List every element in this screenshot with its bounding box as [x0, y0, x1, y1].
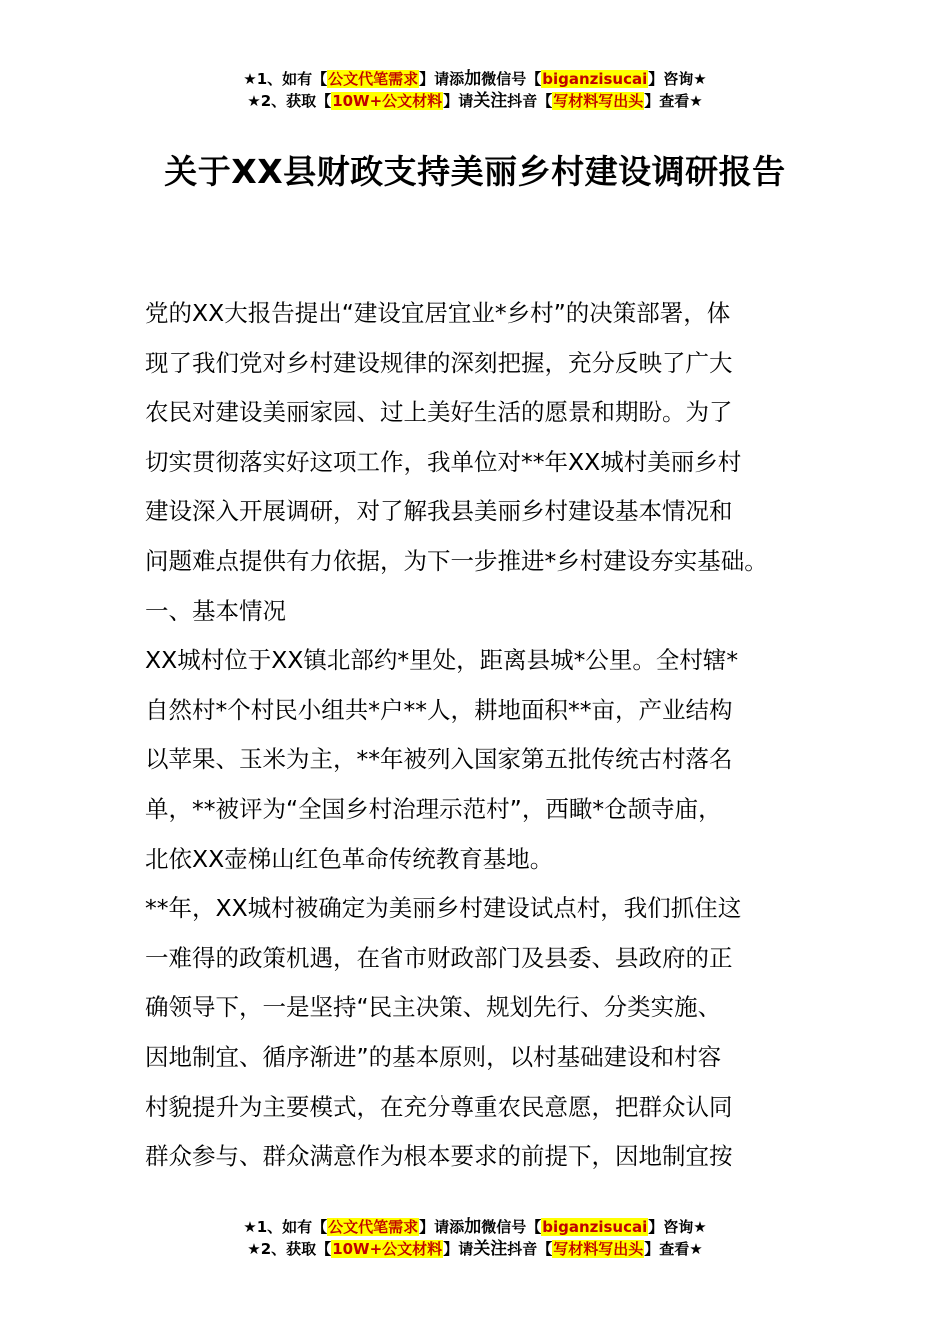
section-heading: 一、基本情况	[145, 596, 286, 625]
banner-text: ★2、获取【	[247, 1240, 332, 1258]
body-line: 党的XX大报告提出“建设宜居宜业*乡村”的决策部署，体	[145, 299, 731, 327]
body-line: 建设深入开展调研，对了解我县美丽乡村建设基本情况和	[145, 497, 733, 526]
banner-text: 】请	[443, 92, 474, 110]
banner-text: ★1、如有【	[243, 1218, 328, 1236]
highlight-douyin-account: 写材料写出头	[553, 1240, 644, 1258]
banner-line-2	[0, 90, 950, 112]
document-body	[145, 289, 810, 1182]
banner-text: 】请	[443, 1240, 474, 1258]
body-line: 北依XX壶梯山红色革命传统教育基地。	[145, 844, 554, 873]
banner-text: 抖音【	[507, 92, 553, 110]
body-line: 群众参与、群众满意作为根本要求的前提下，因地制宜按	[145, 1142, 733, 1171]
body-line: 因地制宜、循序渐进”的基本原则，以村基础建设和村容	[145, 1042, 722, 1071]
body-line: 一难得的政策机遇，在省市财政部门及县委、县政府的正	[145, 943, 733, 972]
banner-emphasis: 关注	[473, 91, 508, 111]
highlight-writing-service: 公文代笔需求	[328, 1218, 419, 1236]
body-line: 问题难点提供有力依据，为下一步推进*乡村建设夯实基础。	[145, 546, 768, 575]
highlight-wechat-id: biganzisucai	[542, 70, 648, 88]
header-banner	[0, 68, 950, 112]
banner-text: 】请添	[419, 70, 465, 88]
banner-text: ★1、如有【	[243, 70, 328, 88]
document-title: 关于XX县财政支持美丽乡村建设调研报告	[164, 152, 786, 191]
banner-line-1	[0, 68, 950, 90]
banner-text: 微信号【	[481, 70, 542, 88]
banner-text: 抖音【	[507, 1240, 553, 1258]
highlight-writing-service: 公文代笔需求	[328, 70, 419, 88]
banner-text: 】咨询★	[648, 1218, 707, 1236]
banner-text: 】查看★	[644, 1240, 703, 1258]
banner-text: 】咨询★	[648, 70, 707, 88]
highlight-materials: 10W+公文材料	[332, 92, 443, 110]
banner-line-2	[0, 1238, 950, 1260]
footer-banner	[0, 1216, 950, 1260]
banner-emphasis: 关注	[473, 1239, 508, 1259]
body-line: 以苹果、玉米为主，**年被列入国家第五批传统古村落名	[145, 745, 733, 774]
banner-text: 微信号【	[481, 1218, 542, 1236]
banner-text: 】查看★	[644, 92, 703, 110]
body-line: **年，XX城村被确定为美丽乡村建设试点村，我们抓住这	[145, 894, 742, 923]
body-line: 现了我们党对乡村建设规律的深刻把握，充分反映了广大	[145, 348, 733, 377]
highlight-materials: 10W+公文材料	[332, 1240, 443, 1258]
highlight-douyin-account: 写材料写出头	[553, 92, 644, 110]
body-line: 确领导下，一是坚持“民主决策、规划先行、分类实施、	[145, 993, 722, 1022]
banner-text: ★2、获取【	[247, 92, 332, 110]
body-line: 自然村*个村民小组共*户**人，耕地面积**亩，产业结构	[145, 695, 733, 724]
body-line: XX城村位于XX镇北部约*里处，距离县城*公里。全村辖*	[145, 646, 739, 675]
highlight-wechat-id: biganzisucai	[542, 1218, 648, 1236]
body-line: 切实贯彻落实好这项工作，我单位对**年XX城村美丽乡村	[145, 447, 742, 476]
banner-emphasis: 加	[464, 1217, 482, 1237]
body-line: 单，**被评为“全国乡村治理示范村”，西瞰*仓颉寺庙，	[145, 794, 722, 823]
banner-emphasis: 加	[464, 69, 482, 89]
banner-line-1	[0, 1216, 950, 1238]
body-line: 农民对建设美丽家园、过上美好生活的愿景和期盼。为了	[145, 398, 733, 427]
body-line: 村貌提升为主要模式，在充分尊重农民意愿，把群众认同	[145, 1092, 733, 1121]
banner-text: 】请添	[419, 1218, 465, 1236]
